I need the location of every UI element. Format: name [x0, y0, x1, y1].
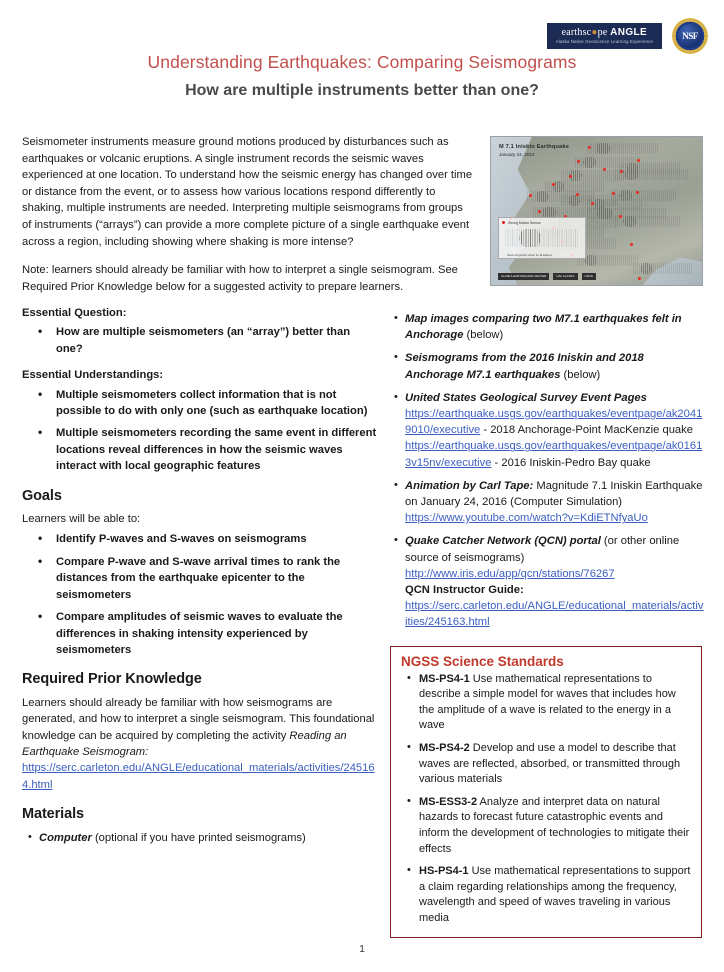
list-item	[405, 350, 704, 382]
list-item: • Multiple seismometers collect information that is not possible to do with only one (such as earthquake location)	[56, 387, 377, 420]
ngss-code: HS-PS4-1	[419, 865, 469, 878]
map-agency-logos	[498, 273, 596, 280]
map-logo-uaf: UAF ALASKA	[553, 273, 577, 280]
map-sensor-dot	[638, 277, 641, 280]
map-sensor-dot	[630, 243, 633, 246]
list-item: • Compare P-wave and S-wave arrival times to rank the distances from the earthquake epicenter to the seismometers	[56, 554, 377, 603]
list-item: • Compare amplitudes of seismic waves to evaluate the differences in shaking intensity experienced by seismometers	[56, 609, 377, 658]
right-column	[388, 311, 704, 640]
resource-title: United States Geological Survey Event Pages	[405, 391, 647, 404]
resource-note: (below)	[463, 329, 504, 342]
usgs-event-label-2018: - 2018 Anchorage-Point MacKenzie quake	[480, 424, 693, 437]
ngss-science-standards-box	[390, 646, 702, 938]
list-item	[405, 390, 704, 471]
map-logo-alaska-earthquake-center: ALASKA EARTHQUAKE CENTER	[498, 273, 549, 280]
ngss-text: Develop and use a model to describe that waves are reflected, absorbed, or transmitted through various materials	[419, 741, 681, 786]
map-seismogram-trace	[615, 169, 689, 180]
goals-list	[22, 531, 377, 658]
resource-title: Animation by Carl Tape:	[405, 479, 534, 492]
resources-list	[388, 311, 704, 631]
map-date: January 24, 2016	[499, 152, 535, 157]
usgs-event-link-2018[interactable]: https://earthquake.usgs.gov/earthquakes/eventpage/ak20419010/executive	[405, 408, 703, 437]
list-item	[405, 311, 704, 343]
map-seismogram-trace	[615, 216, 681, 227]
resource-note: (below)	[560, 368, 601, 381]
required-prior-knowledge-text	[22, 695, 377, 793]
list-item	[405, 533, 704, 630]
list-item	[419, 795, 691, 857]
page-subtitle: How are multiple instruments better than one?	[185, 82, 539, 99]
prior-knowledge-link[interactable]: https://serc.carleton.edu/ANGLE/educational_materials/activities/245164.html	[22, 762, 375, 791]
ngss-standards-list	[397, 672, 691, 927]
materials-item-name: Computer	[39, 831, 92, 844]
map-title: M 7.1 Iniskin Earthquake	[499, 144, 570, 150]
resource-title: Quake Catcher Network (QCN) portal	[405, 535, 601, 548]
usgs-event-label-2016: - 2016 Iniskin-Pedro Bay quake	[491, 456, 651, 469]
ngss-code: MS-PS4-1	[419, 672, 470, 685]
intro-paragraph-1: Seismometer instruments measure ground motions produced by disturbances such as earthquakes or volcanic eruptions. A single instrument records the seismic waves experienced at one location. To understand how the seismic energy has changed over time or distance from the event, or to assess how various locations respond differently to shaking, multiple instruments are needed. Interpreting multiple seismograms from groups of instruments (“arrays”) can provide a more complete picture of a single earthquake event across a region, including showing where shaking is more intense?	[22, 136, 473, 248]
qcn-instructor-guide-link[interactable]: https://serc.carleton.edu/ANGLE/educational_materials/activities/245163.html	[405, 600, 704, 629]
map-legend-waveform	[505, 229, 579, 247]
list-item	[419, 741, 691, 788]
qcn-portal-link[interactable]: http://www.iris.edu/app/qcn/stations/76267	[405, 567, 615, 580]
map-legend-sensor-dot-icon	[502, 221, 505, 224]
intro-text-block	[22, 134, 475, 295]
materials-list	[22, 830, 377, 846]
ngss-heading: NGSS Science Standards	[401, 654, 564, 669]
list-item: • How are multiple seismometers (an “array”) better than one?	[56, 324, 377, 357]
nsf-logo-inner	[678, 24, 702, 48]
essential-understandings-heading: Essential Understandings:	[22, 369, 164, 382]
page-title: Understanding Earthquakes: Comparing Seismograms	[147, 52, 577, 72]
goals-intro: Learners will be able to:	[22, 513, 141, 526]
nsf-logo-text: NSF	[682, 31, 698, 41]
resource-note: (or other online source of seismograms)	[405, 535, 680, 564]
list-item	[405, 478, 704, 527]
map-logo-usgs: USGS	[582, 273, 596, 280]
map-legend	[498, 217, 586, 259]
left-column	[22, 305, 377, 855]
angle-logo-wordmark: earthsc●pe ANGLE	[561, 26, 648, 38]
materials-item-note: (optional if you have printed seismograms)	[91, 831, 306, 844]
ngss-text: Use mathematical representations to describe a simple model for waves that includes how the amplitude of a wave is related to the energy in a wave	[419, 672, 676, 732]
animation-youtube-link[interactable]: https://www.youtube.com/watch?v=KdiETNfyaUo	[405, 512, 648, 525]
resource-title: Seismograms from the 2016 Iniskin and 2018 Anchorage M7.1 earthquakes	[405, 352, 644, 381]
map-legend-label: Strong Motion Sensor	[508, 220, 541, 225]
resource-title: Map images comparing two M7.1 earthquakes felt in Anchorage	[405, 313, 682, 342]
ngss-text: Analyze and interpret data on natural hazards to forecast future catastrophic events and inform the development of technologies to mitigate their effects	[419, 795, 690, 855]
map-legend-note: North component shown for all stations	[507, 254, 552, 257]
prior-knowledge-sentence: Learners should already be familiar with how seismograms are generated, and how to interpret a single seismogram. This foundational knowledge can be acquired by completing the activity	[22, 696, 375, 742]
essential-understandings-list	[22, 387, 377, 475]
angle-logo-tagline: Alaska Native Geoscience Learning Experience	[555, 38, 653, 44]
map-seismogram-trace	[633, 263, 693, 274]
goals-heading: Goals	[22, 487, 62, 504]
ngss-code: MS-PS4-2	[419, 741, 470, 754]
nsf-logo-icon	[672, 18, 708, 54]
resource-note: Magnitude 7.1 Iniskin Earthquake on January 24, 2016 (Computer Simulation)	[405, 479, 703, 509]
angle-logo-angle-text: ANGLE	[610, 26, 648, 38]
ngss-code: MS-ESS3-2	[419, 795, 478, 808]
list-item	[419, 864, 691, 926]
list-item: • Identify P-waves and S-waves on seismograms	[56, 531, 377, 547]
qcn-instructor-guide-heading: QCN Instructor Guide:	[405, 584, 524, 597]
list-item	[39, 830, 377, 846]
map-seismogram-trace	[587, 143, 659, 154]
essential-question-heading: Essential Question:	[22, 307, 127, 319]
essential-question-list	[22, 324, 377, 357]
list-item	[419, 672, 691, 734]
materials-heading: Materials	[22, 806, 84, 823]
usgs-event-link-2016[interactable]: https://earthquake.usgs.gov/earthquakes/eventpage/ak01613v15nv/executive	[405, 440, 703, 469]
intro-paragraph-2: Note: learners should already be familiar with how to interpret a single seismogram. See Required Prior Knowledge below for a suggested activity to prepare learners.	[22, 264, 458, 293]
earthscope-angle-logo	[547, 23, 662, 49]
ngss-text: Use mathematical representations to support a claim regarding relationships among the frequency, wavelength and speed of waves traveling in various media	[419, 865, 691, 924]
required-prior-knowledge-heading: Required Prior Knowledge	[22, 671, 202, 688]
prior-knowledge-activity-title: Reading an Earthquake Seismogram:	[22, 729, 347, 758]
header-logos	[547, 18, 708, 54]
list-item: • Multiple seismometers recording the same event in different locations reveal differences in how the seismic waves interact with local geographic features	[56, 425, 377, 474]
page-number: 1	[359, 943, 365, 955]
map-seismogram-trace	[577, 255, 639, 266]
iniskin-earthquake-map-figure	[490, 136, 703, 286]
